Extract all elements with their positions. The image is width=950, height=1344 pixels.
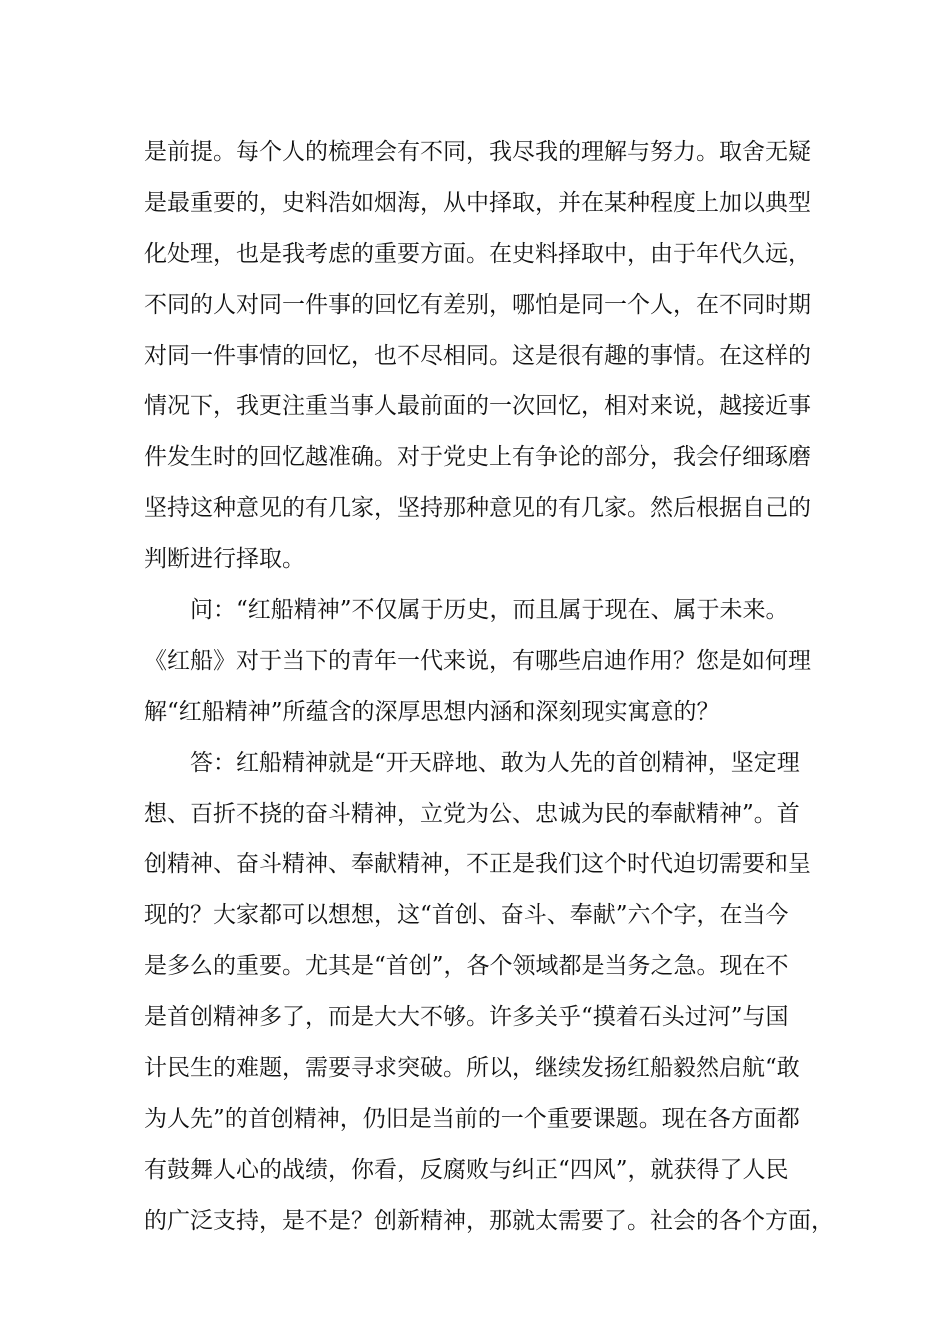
text-line: 是首创精神多了，而是大大不够。许多关乎“摸着石头过河”与国 (144, 1004, 789, 1031)
text-line: 不同的人对同一件事的回忆有差别，哪怕是同一个人，在不同时期 (144, 291, 811, 318)
text-line: 化处理，也是我考虑的重要方面。在史料择取中，由于年代久远， (144, 240, 811, 267)
text-line: 是最重要的，史料浩如烟海，从中择取，并在某种程度上加以典型 (144, 189, 811, 216)
question-line: 问：“红船精神”不仅属于历史，而且属于现在、属于未来。 (190, 597, 789, 624)
text-line: 想、百折不挠的奋斗精神，立党为公、忠诚为民的奉献精神”。首 (144, 800, 800, 827)
text-line: 解“红船精神”所蕴含的深厚思想内涵和深刻现实寓意的？ (144, 698, 720, 725)
text-line: 为人先”的首创精神，仍旧是当前的一个重要课题。现在各方面都 (144, 1105, 800, 1132)
text-line: 有鼓舞人心的战绩，你看，反腐败与纠正“四风”，就获得了人民 (144, 1156, 789, 1183)
text-line: 创精神、奋斗精神、奉献精神，不正是我们这个时代迫切需要和呈 (144, 851, 811, 878)
text-line: 是多么的重要。尤其是“首创”，各个领域都是当务之急。现在不 (144, 953, 789, 980)
text-line: 计民生的难题，需要寻求突破。所以，继续发扬红船毅然启航“敢 (144, 1055, 800, 1082)
text-line: 情况下，我更注重当事人最前面的一次回忆，相对来说，越接近事 (144, 393, 811, 420)
text-line: 判断进行择取。 (144, 546, 305, 573)
answer-line: 答：红船精神就是“开天辟地、敢为人先的首创精神，坚定理 (190, 749, 800, 776)
text-line: 件发生时的回忆越准确。对于党史上有争论的部分，我会仔细琢磨 (144, 444, 811, 471)
text-line: 《红船》对于当下的青年一代来说，有哪些启迪作用？您是如何理 (144, 647, 811, 674)
body-text (144, 127, 834, 1247)
text-line: 坚持这种意见的有几家，坚持那种意见的有几家。然后根据自己的 (144, 495, 811, 522)
text-line: 的广泛支持，是不是？创新精神，那就太需要了。社会的各个方面， (144, 1207, 834, 1234)
text-line: 对同一件事情的回忆，也不尽相同。这是很有趣的事情。在这样的 (144, 342, 811, 369)
text-line: 是前提。每个人的梳理会有不同，我尽我的理解与努力。取舍无疑 (144, 139, 811, 165)
text-line: 现的？大家都可以想想，这“首创、奋斗、奉献”六个字，在当今 (144, 902, 789, 929)
